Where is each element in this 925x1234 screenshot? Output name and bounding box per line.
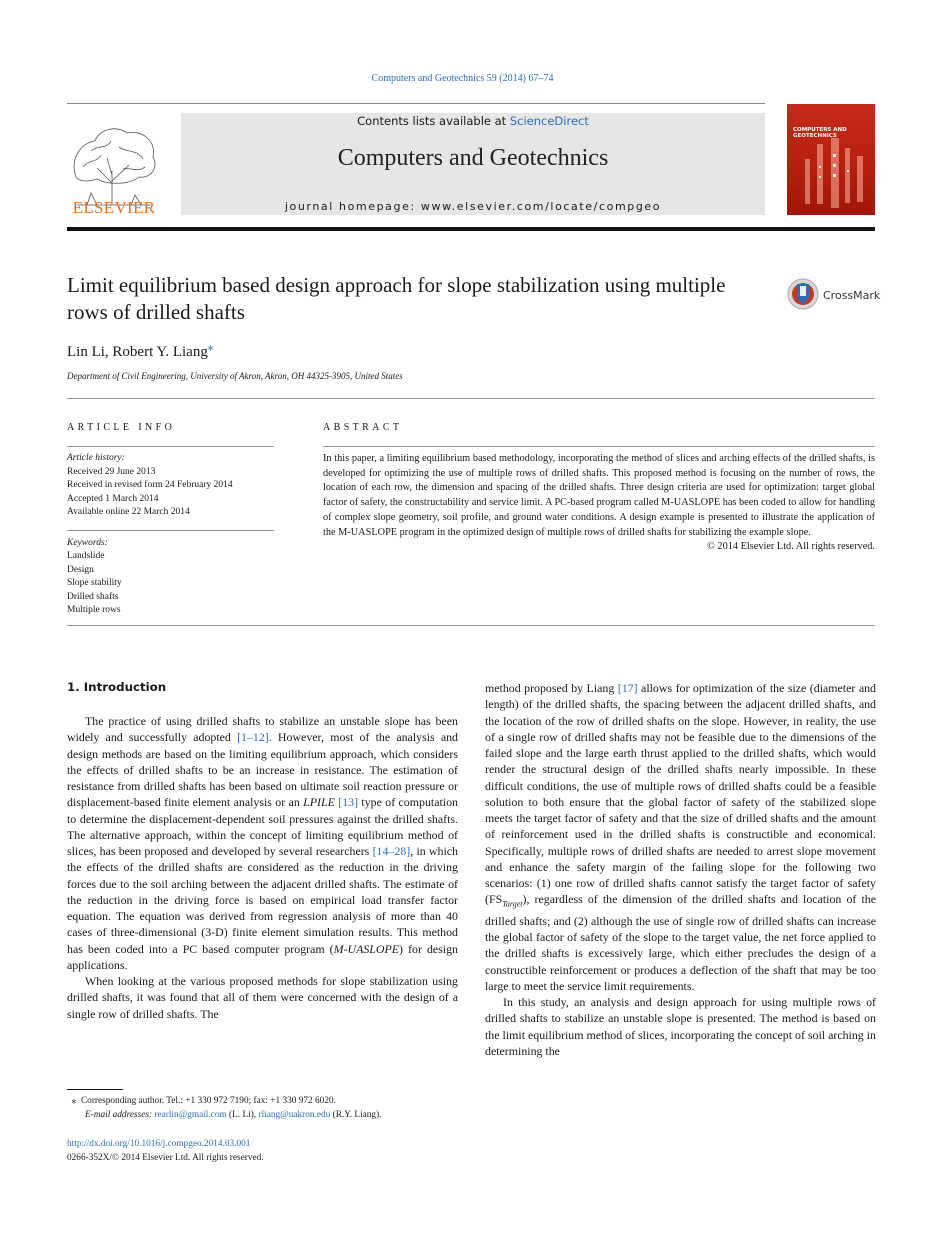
doi-block <box>67 1137 458 1165</box>
header-rule <box>67 227 875 231</box>
sciencedirect-link[interactable]: ScienceDirect <box>509 114 589 128</box>
article-info-rule <box>67 446 274 447</box>
homepage-url[interactable]: www.elsevier.com/locate/compgeo <box>420 200 662 213</box>
history-label: Article history: <box>67 453 125 463</box>
keyword-item: Landslide <box>67 551 105 561</box>
section-divider-top <box>67 398 875 399</box>
history-online: Available online 22 March 2014 <box>67 507 190 517</box>
affiliation: Department of Civil Engineering, University of Akron, Akron, OH 44325-3905, United States <box>67 371 403 381</box>
article-title: Limit equilibrium based design approach for slope stabilization using multiple rows of drilled shafts <box>67 273 726 324</box>
email-link[interactable]: rliang@uakron.edu <box>258 1110 331 1120</box>
abstract-heading: ABSTRACT <box>323 422 403 433</box>
section-divider-bottom <box>67 625 875 626</box>
publisher-wordmark: ELSEVIER <box>72 198 156 217</box>
crossmark-label[interactable]: CrossMark <box>823 289 881 302</box>
citation-link[interactable]: [1–12] <box>237 730 269 745</box>
keyword-item: Slope stability <box>67 578 122 588</box>
abstract-copyright: © 2014 Elsevier Ltd. All rights reserved. <box>707 541 875 553</box>
author-names: Lin Li, Robert Y. Liang <box>67 344 208 360</box>
abstract <box>323 452 875 555</box>
footnote-corresponding: ⁎ Corresponding author. Tel.: +1 330 972 7190; fax: +1 330 972 6020. <box>71 1096 336 1106</box>
paragraph: When looking at the various proposed methods for slope stabilization using drilled shafts, it was found that all of them were concerned with the design of a single row of drilled shafts. The <box>67 974 458 1021</box>
cover-title: COMPUTERS AND GEOTECHNICS <box>793 127 847 139</box>
homepage-prefix: journal homepage: <box>284 200 421 213</box>
header-divider <box>67 103 765 104</box>
cover-pattern <box>787 104 875 215</box>
body-right-column <box>485 680 876 1059</box>
contents-prefix: Contents lists available at <box>357 114 510 128</box>
paragraph: method proposed by Liang [17] allows for optimization of the size (diameter and length) of the drilled shafts, the spacing between the adjacent drilled shafts, and the location of the row of drilled shafts on the slope. However, in reality, the use of a single row of drilled shafts may not be feasible due to the dimensions of the failed slope and the large earth thrust applied to the drilled shafts, which would render the structural design of the drilled shafts nearly impossible. In these difficult conditions, the use of multiple rows of drilled shafts could be a feasible solution to both ensure that the global factor of safety of the stabilized slope meets the target factor of safety and that the size of drilled shafts and the amount of reinforcement used in the drilled shafts is constructible and economical. Specifically, multiple rows of drilled shafts are needed to arrest slope movement and enhance the safety margin of the failing slope for the following two scenarios: (1) one row of drilled shafts cannot satisfy the target factor of safety $(FS_{Target})$, regardless of the dimension of the drilled shafts and location of the drilled shafts; and (2) although the use of single row of drilled shafts can increase the global factor of safety of the slope to the target value, the net force applied to the drilled shafts is excessively large, which either precludes the design of a constructible reinforcement or produces a deflection of the shaft that may be too large to meet the service limit requirements. <box>485 681 876 993</box>
email-link[interactable]: rearlin@gmail.com <box>154 1110 227 1120</box>
abstract-text: In this paper, a limiting equilibrium based methodology, incorporating the method of slices and arching effects of the drilled shafts, is developed for optimizing the use of multiple rows of drilled shafts. This proposed method is focusing on the number of rows, the location of each row, the dimension and spacing of the drilled shafts. Three design criteria are used for optimization: target global factor of safety, the constructability and service limit. A PC-based program called M-UASLOPE has been coded to allow for handling of complex slope geometry, soil profile, and ground water conditions. A design example is presented to illustrate the application of the M-UASLOPE program in the optimized design of multiple rows of drilled shafts for stabilizing the example slope. <box>323 453 875 538</box>
keywords-rule <box>67 530 274 531</box>
paragraph: The practice of using drilled shafts to stabilize an unstable slope has been widely and successfully adopted [1–12]. However, most of the analysis and design methods are based on the limiting equilibrium approach, which considers the effects of drilled shafts to be an increase in resistance. The estimation of resistance from drilled shafts has been based on ultimate soil reaction pressure or displacement-based finite element analysis or an LPILE [13] type of computation to determine the displacement-dependent soil pressures against the drilled shafts. The alternative approach, within the concept of limiting equilibrium method of slices, has been proposed and developed by several researchers [14–28], in which the effects of the drilled shafts are considered as the reduction in the driving forces due to the soil arching between the adjacent drilled shafts. The estimate of the reduction in the driving force is based on empirical load transfer factor equation. The equation was derived from regression analysis of more than 40 cases of three-dimensional (3-D) finite element simulation results. This method has been coded into a PC based computer program (M-UASLOPE) for design applications. <box>67 714 458 972</box>
citation-link[interactable]: [17] <box>617 681 638 695</box>
journal-citation[interactable]: Computers and Geotechnics 59 (2014) 67–74 <box>371 73 554 84</box>
keyword-item: Design <box>67 564 94 575</box>
footnote-emails: E-mail addresses: rearlin@gmail.com (L. Li), rliang@uakron.edu (R.Y. Liang). <box>85 1110 382 1120</box>
keyword-item: Drilled shafts <box>67 591 119 602</box>
article-info <box>67 452 274 618</box>
keywords-label: Keywords: <box>67 537 108 548</box>
keyword-item: Multiple rows <box>67 605 121 615</box>
section-heading-introduction: 1. Introduction <box>67 680 167 694</box>
doi-link[interactable]: http://dx.doi.org/10.1016/j.compgeo.2014.03.001 <box>67 1139 251 1149</box>
citation-link[interactable]: [13] <box>338 795 359 810</box>
article-info-heading: ARTICLE INFO <box>67 422 176 433</box>
authors <box>67 340 213 361</box>
journal-name: Computers and Geotechnics <box>337 145 609 171</box>
history-revised: Received in revised form 24 February 2014 <box>67 480 233 490</box>
issn-line: 0266-352X/© 2014 Elsevier Ltd. All rights reserved. <box>67 1153 264 1163</box>
citation-link[interactable]: [14–28] <box>372 844 411 858</box>
history-received: Received 29 June 2013 <box>67 466 156 477</box>
crossmark-icon[interactable] <box>787 278 819 310</box>
journal-homepage <box>181 200 765 213</box>
corresponding-author-footnote <box>67 1094 458 1122</box>
body-left-column <box>67 713 458 1022</box>
history-accepted: Accepted 1 March 2014 <box>67 493 159 504</box>
paragraph: In this study, an analysis and design approach for using multiple rows of drilled shafts to stabilize an unstable slope is presented. The method is based on the limit equilibrium method of slices, incorporating the concept of soil arching in determining the <box>485 995 876 1058</box>
journal-cover-image <box>787 104 875 215</box>
abstract-rule <box>323 446 875 447</box>
contents-availability <box>181 114 765 128</box>
corresponding-author-mark[interactable]: ⁎ <box>207 341 214 353</box>
footnote-rule <box>67 1089 123 1090</box>
